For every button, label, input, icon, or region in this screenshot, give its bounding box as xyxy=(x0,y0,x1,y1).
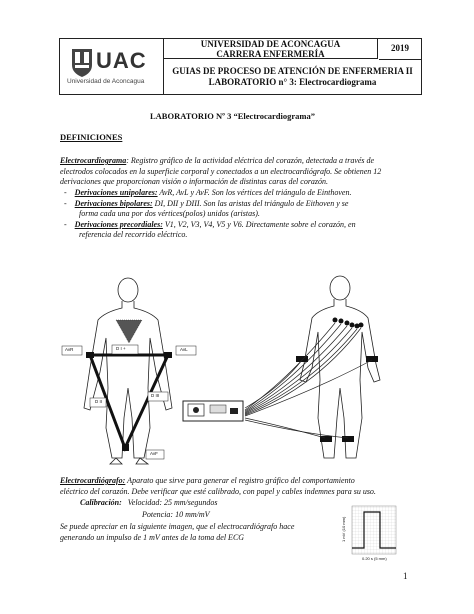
electrocardiograph-device xyxy=(183,401,243,421)
guide-name: GUIAS DE PROCESO DE ATENCIÓN DE ENFERMERIA II xyxy=(172,66,413,76)
bullet-list xyxy=(64,188,420,241)
label-d2: D II xyxy=(95,399,103,404)
lab-name: LABORATORIO n° 3: Electrocardiograma xyxy=(208,77,377,87)
ecg-lead-illustration xyxy=(60,268,420,468)
electrode-left-ankle xyxy=(342,436,354,442)
header-university xyxy=(164,39,378,59)
ecg-term: Electrocardiograma xyxy=(60,156,127,165)
label-avf: AvF xyxy=(150,451,158,456)
label-avl: AvL xyxy=(180,347,188,352)
bullet-bipolar-cont: forma cada una por dos vértices(polos) unidos (aristas). xyxy=(79,209,260,218)
page-number: 1 xyxy=(403,571,408,581)
device-text-1: Aparato que sirve para generar el registro gráfico del comportamiento xyxy=(125,476,355,485)
bullet-precordial-cont: referencia del recorrido eléctrico. xyxy=(79,230,188,239)
logo-subtitle: Universidad de Aconcagua xyxy=(67,78,145,85)
device-term: Electrocardiógrafo: xyxy=(60,476,126,485)
calibration-xlabel: 0.20 s (5 mm) xyxy=(362,556,387,561)
calibration-speed: Velocidad: 25 mm/segundos xyxy=(127,498,218,507)
ecg-text-2: electrodos colocados en la superficie corporal y conectados a un electrocardiógrafo. Se obtienen 12 xyxy=(60,166,382,176)
section-heading: DEFINICIONES xyxy=(60,132,123,142)
career-name: CARRERA ENFERMERÍA xyxy=(216,48,325,59)
header-year: 2019 xyxy=(379,39,421,60)
university-logo xyxy=(60,39,164,94)
calibration-pulse-figure xyxy=(340,504,400,566)
bullet-bipolar: - Derivaciones bipolares: DI, DII y DIII. Son las aristas del triángulo de Eithoven y se xyxy=(64,198,349,208)
device-note-1: Se puede apreciar en la siguiente imagen, que el electrocardiógrafo hace xyxy=(60,522,295,531)
ecg-definition xyxy=(60,156,420,188)
calibration-label: Calibración: xyxy=(80,498,122,507)
bullet-unipolar: - Derivaciones unipolares: AvR, AvL y AvF. Son los vértices del triángulo de Einthoven. xyxy=(64,188,352,197)
device-note xyxy=(60,522,340,543)
ecg-text-1: : Registro gráfico de la actividad eléctrica del corazón, detectada a través de xyxy=(126,156,375,165)
electrode-right-arm xyxy=(86,352,94,358)
label-avr: AvR xyxy=(65,347,74,352)
university-name: UNIVERSIDAD DE ACONCAGUA xyxy=(200,39,341,49)
header-table xyxy=(59,38,422,95)
ecg-text-3: derivaciones que proporcionan visión o información de distintas caras del corazón. xyxy=(60,177,329,186)
electrode-left-leg xyxy=(122,444,129,451)
page-title: LABORATORIO Nº 3 “Electrocardiograma” xyxy=(150,111,316,121)
electrode-right-wrist xyxy=(296,356,308,362)
calibration-block xyxy=(80,498,218,509)
precordial-body-figure xyxy=(300,276,380,458)
device-note-2: generando un impulso de 1 mV antes de la toma del ECG xyxy=(60,532,245,542)
label-d1: D I + xyxy=(116,346,126,351)
electrode-left-arm xyxy=(164,352,172,358)
heart-triangle xyxy=(116,320,142,343)
bullet-precordial: - Derivaciones precordiales: V1, V2, V3, V4, V5 y V6. Directamente sobre el corazón, en xyxy=(64,219,356,229)
label-d3: D III xyxy=(151,393,160,398)
logo-text: UAC xyxy=(96,48,147,73)
calibration-power: Potencia: 10 mm/mV xyxy=(142,510,210,519)
device-definition xyxy=(60,476,420,497)
calibration-ylabel: 1 mV (10 mm) xyxy=(341,516,346,542)
electrode-left-wrist xyxy=(366,356,378,362)
header-guide xyxy=(164,60,421,94)
device-text-2: eléctrico del corazón. Debe verificar que esté calibrado, con papel y cables indemnes para su uso. xyxy=(60,486,376,496)
precordial-electrodes xyxy=(333,318,364,329)
